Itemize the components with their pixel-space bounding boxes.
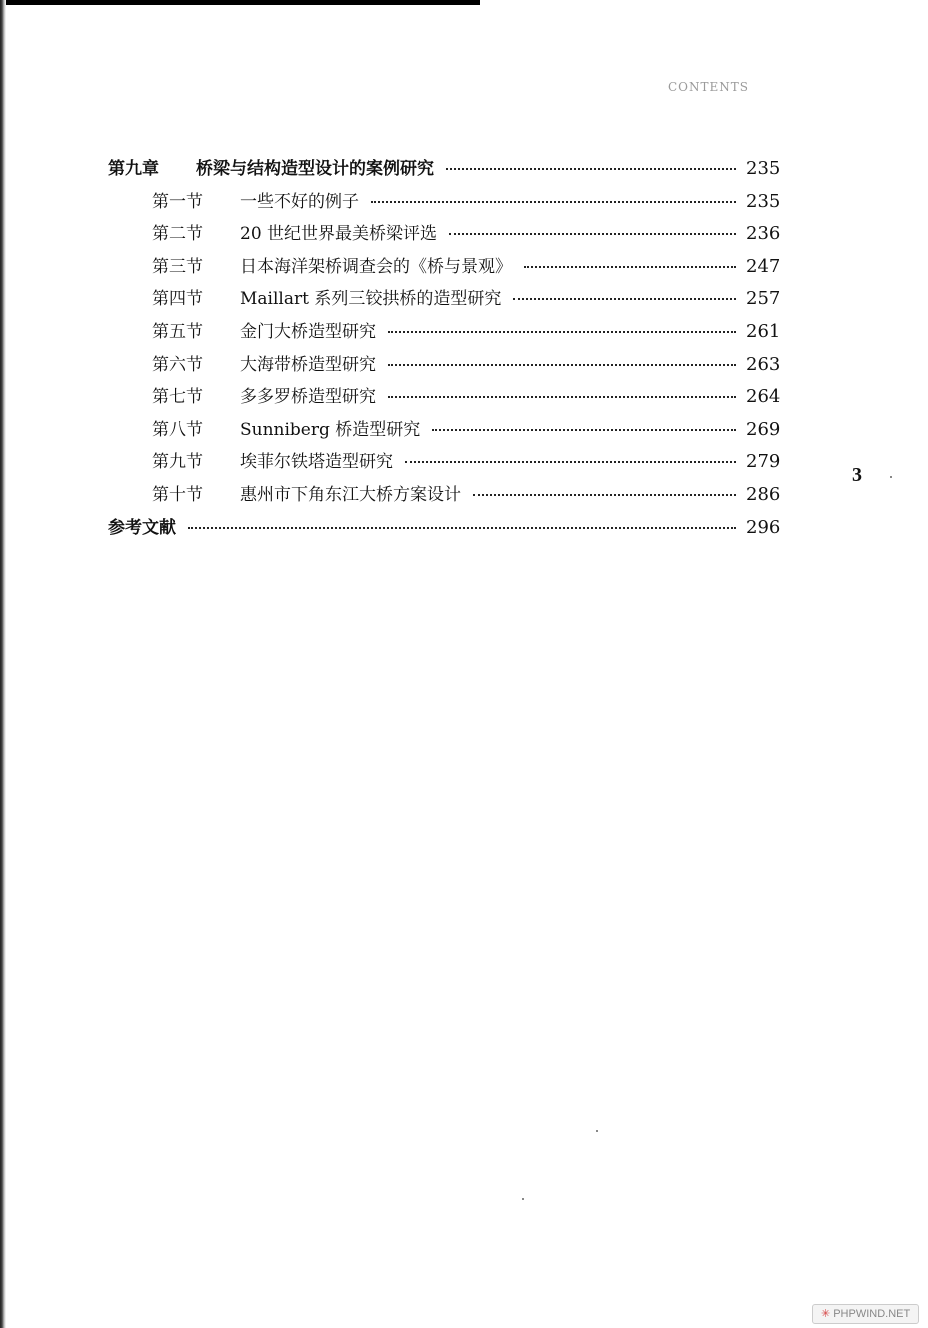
scan-speck: [596, 1130, 598, 1132]
toc-section-row: [108, 284, 780, 317]
section-label: 第五节: [152, 321, 203, 342]
dot-leader: [388, 364, 736, 366]
dot-leader: [388, 331, 736, 333]
section-title: 20 世纪世界最美桥梁评选: [240, 224, 438, 245]
section-label: 第四节: [152, 289, 203, 310]
toc-section-row: [108, 382, 780, 415]
dot-leader: [473, 494, 736, 496]
section-title: 惠州市下角东江大桥方案设计: [240, 484, 461, 505]
dot-leader: [388, 396, 736, 398]
table-of-contents: [108, 154, 780, 545]
toc-section-row: [108, 447, 780, 480]
section-label: 第三节: [152, 256, 203, 277]
scan-border-top: [0, 0, 480, 5]
section-page-number: 286: [746, 483, 781, 505]
references-label: 参考文献: [108, 517, 176, 538]
section-page-number: 247: [746, 255, 781, 277]
section-label: 第八节: [152, 419, 203, 440]
toc-section-row: [108, 187, 780, 220]
scan-speck: [890, 476, 892, 478]
dot-leader: [371, 201, 736, 203]
chapter-page-number: 235: [746, 158, 781, 179]
dot-leader: [449, 233, 736, 235]
toc-section-row: [108, 350, 780, 383]
section-title: 金门大桥造型研究: [240, 321, 376, 342]
section-label: 第二节: [152, 224, 203, 245]
toc-section-row: [108, 219, 780, 252]
toc-section-row: [108, 480, 780, 513]
toc-section-row: [108, 317, 780, 350]
dot-leader: [446, 168, 736, 170]
dot-leader: [188, 527, 736, 529]
section-title: Maillart 系列三铰拱桥的造型研究: [240, 289, 502, 310]
chapter-title: 桥梁与结构造型设计的案例研究: [196, 159, 434, 179]
section-page-number: 264: [746, 386, 781, 408]
section-page-number: 235: [746, 190, 781, 212]
section-page-number: 261: [746, 320, 781, 342]
dot-leader: [513, 298, 736, 300]
scan-border-left: [0, 0, 6, 1328]
section-label: 第九节: [152, 452, 203, 473]
dot-leader: [432, 429, 736, 431]
running-header: CONTENTS: [668, 80, 750, 94]
chapter-label: 第九章: [108, 159, 159, 179]
scan-speck: [522, 1198, 524, 1200]
section-title: 日本海洋架桥调查会的《桥与景观》: [240, 256, 512, 277]
watermark-text: PHPWIND.NET: [833, 1308, 911, 1320]
dot-leader: [524, 266, 736, 268]
section-page-number: 269: [746, 418, 781, 440]
section-page-number: 257: [746, 288, 781, 310]
toc-references-row: [108, 513, 780, 546]
asterisk-icon: ✳: [821, 1308, 831, 1320]
section-page-number: 279: [746, 451, 781, 473]
watermark-badge: [812, 1304, 919, 1324]
section-title: 大海带桥造型研究: [240, 354, 376, 375]
references-page-number: 296: [746, 516, 781, 538]
toc-section-row: [108, 252, 780, 285]
section-label: 第六节: [152, 354, 203, 375]
section-label: 第十节: [152, 484, 203, 505]
page-folio-number: 3: [852, 464, 862, 486]
section-page-number: 236: [746, 223, 781, 245]
section-label: 第七节: [152, 387, 203, 408]
toc-section-row: [108, 415, 780, 448]
section-title: 一些不好的例子: [240, 191, 359, 212]
section-label: 第一节: [152, 191, 203, 212]
section-title: 埃菲尔铁塔造型研究: [240, 452, 393, 473]
dot-leader: [405, 461, 736, 463]
section-page-number: 263: [746, 353, 781, 375]
section-title: Sunniberg 桥造型研究: [240, 419, 421, 440]
toc-chapter-row: [108, 154, 780, 187]
section-title: 多多罗桥造型研究: [240, 387, 376, 408]
